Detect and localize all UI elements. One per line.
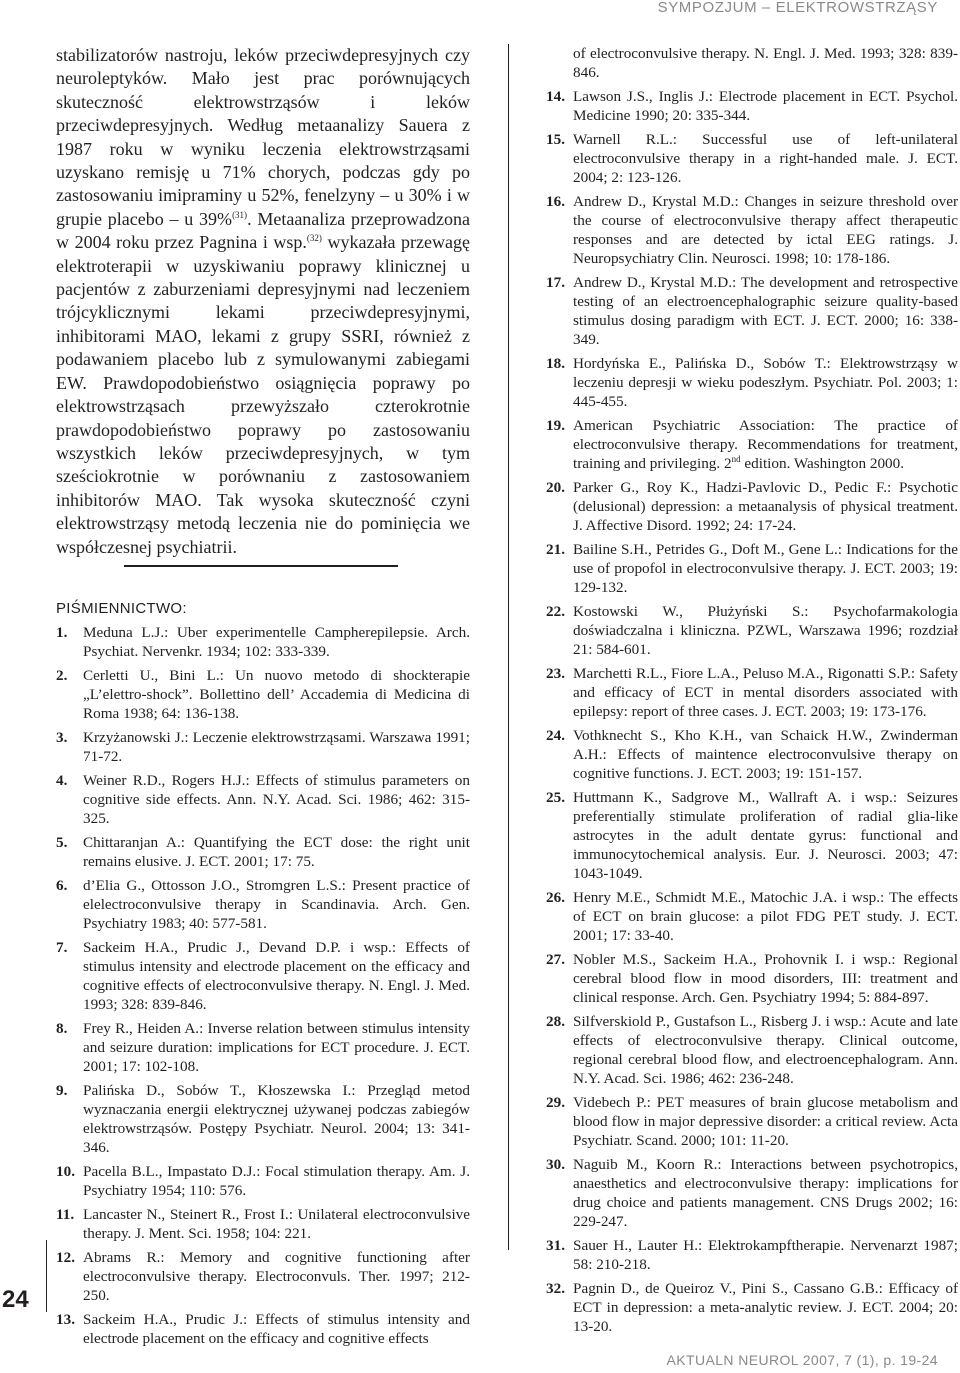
reference-item xyxy=(56,728,470,766)
reference-item xyxy=(546,416,958,473)
ordinal-superscript: nd xyxy=(731,453,741,464)
reference-number: 14. xyxy=(546,88,565,105)
reference-text: d’Elia G., Ottosson J.O., Stromgren L.S.: Present practice of elelectroconvulsive therapy in Scandinavia. Arch. Gen. Psychiatry 1983; 40: 577-581. xyxy=(83,877,470,932)
reference-item xyxy=(546,1012,958,1088)
reference-item xyxy=(546,1236,958,1274)
column-divider xyxy=(508,44,509,1250)
reference-text: Palińska D., Sobów T., Kłoszewska I.: Przegląd metod wyznaczania energii elektrycznej używanej podczas zabiegów elektrowstrząsów. Postępy Psychiatr. Neurol. 2004; 13: 341-346. xyxy=(83,1082,470,1156)
reference-text: of electroconvulsive therapy. N. Engl. J. Med. 1993; 328: 839-846. xyxy=(573,45,958,81)
reference-text: American Psychiatric Association: The practice of electroconvulsive therapy. Recommendations for treatment, training and privileging. 2 xyxy=(573,417,958,472)
reference-number: 1. xyxy=(56,624,68,641)
references-right-column xyxy=(546,44,958,1341)
reference-number: 30. xyxy=(546,1156,565,1173)
reference-item xyxy=(56,666,470,723)
reference-number: 27. xyxy=(546,951,565,968)
reference-item xyxy=(56,1162,470,1200)
reference-number: 28. xyxy=(546,1013,565,1030)
reference-text: Chittaranjan A.: Quantifying the ECT dose: the right unit remains elusive. J. ECT. 2001; 17: 75. xyxy=(83,834,470,870)
reference-text: Kostowski W., Płużyński S.: Psychofarmakologia doświadczalna i kliniczna. PZWL, Warszawa 1996; rozdział 21: 584-601. xyxy=(573,603,958,658)
running-header: SYMPOZJUM – ELEKTROWSTRZĄSY xyxy=(657,0,938,16)
reference-number: 3. xyxy=(56,729,68,746)
reference-number: 7. xyxy=(56,939,68,956)
reference-text: Warnell R.L.: Successful use of left-unilateral electroconvulsive therapy in a right-handed male. J. ECT. 2004; 2: 123-126. xyxy=(573,131,958,186)
reference-number: 23. xyxy=(546,665,565,682)
reference-number: 20. xyxy=(546,479,565,496)
reference-text: Lawson J.S., Inglis J.: Electrode placement in ECT. Psychol. Medicine 1990; 20: 335-344. xyxy=(573,88,958,124)
reference-text: Marchetti R.L., Fiore L.A., Peluso M.A., Rigonatti S.P.: Safety and efficacy of ECT in mental disorders associated with epilepsy: report of three cases. J. ECT. 2003; 19: 173-176. xyxy=(573,665,958,720)
reference-item xyxy=(546,1155,958,1231)
body-text-part1: stabilizatorów nastroju, leków przeciwdepresyjnych czy neuroleptyków. Mało jest prac porównujących skuteczność elektrowstrząsów i leków przeciwdepresyjnych. Według metaanalizy Sauera z 1987 roku w wyniku leczenia elektrowstrząsami uzyskano remisję u 71% chorych, podczas gdy po zastosowaniu imipraminy u 52%, fenelzyny – u 30% i w grupie placebo – u 39% xyxy=(56,45,470,229)
journal-citation-footer: AKTUALN NEUROL 2007, 7 (1), p. 19-24 xyxy=(666,1352,938,1368)
reference-text: Meduna L.J.: Uber experimentelle Campherepilepsie. Arch. Psychiat. Nervenkr. 1934; 102: 333-339. xyxy=(83,624,470,660)
reference-item xyxy=(546,664,958,721)
reference-item xyxy=(56,771,470,828)
reference-text: Videbech P.: PET measures of brain glucose metabolism and blood flow in major depressive disorder: a critical review. Acta Psychiatr. Scand. 2000; 101: 11-20. xyxy=(573,1094,958,1149)
reference-item xyxy=(56,1081,470,1157)
reference-number: 4. xyxy=(56,772,68,789)
reference-number: 22. xyxy=(546,603,565,620)
reference-text: Silfverskiold P., Gustafson L., Risberg J. i wsp.: Acute and late effects of electroconvulsive therapy. Clinical outcome, regional cerebral blood flow, and electroencephalogram. Ann. N.Y. Acad. Sci. 1986; 462: 236-248. xyxy=(573,1013,958,1087)
reference-number: 5. xyxy=(56,834,68,851)
reference-text: Nobler M.S., Sackeim H.A., Prohovnik I. i wsp.: Regional cerebral blood flow in mood disorders, III: treatment and clinical response. Arch. Gen. Psychiatry 1994; 5: 884-897. xyxy=(573,951,958,1006)
reference-number: 17. xyxy=(546,274,565,291)
reference-number: 9. xyxy=(56,1082,68,1099)
body-text-part3: wykazała przewagę elektroterapii w uzyskiwaniu poprawy klinicznej u pacjentów z zaburzeniami depresyjnymi nad leczeniem trójcyklicznymi lekami przeciwdepresyjnymi, inhibitorami MAO, lekami z grupy SSRI, również z podawaniem placebo lub z symulowanymi zabiegami EW. Prawdopodobieństwo osiągnięcia poprawy po elektrowstrząsach przewyższało czterokrotnie prawdopodobieństwo poprawy po zastosowaniu wszystkich leków przeciwdepresyjnych, w tym sześciokrotnie w porównaniu z zastosowaniem inhibitorów MAO. Tak wysoka skuteczność czyni elektrowstrząsy metodą leczenia nie do pominięcia we współczesnej psychiatrii. xyxy=(56,232,470,557)
references-title: PIŚMIENNICTWO: xyxy=(56,600,187,617)
reference-item xyxy=(546,273,958,349)
reference-text: Andrew D., Krystal M.D.: The development and retrospective testing of an electroencephalographic seizure quality-based stimulus dosing paradigm with ECT. J. ECT. 2000; 16: 338-349. xyxy=(573,274,958,348)
reference-number: 18. xyxy=(546,355,565,372)
citation-32: (32) xyxy=(306,233,322,244)
reference-text: edition. Washington 2000. xyxy=(740,455,905,472)
reference-text: Andrew D., Krystal M.D.: Changes in seizure threshold over the course of electroconvulsive therapy affect therapeutic responses and are detected by ictal EEG ratings. J. Neuropsychiatry Clin. Neurosci. 1998; 10: 178-186. xyxy=(573,193,958,267)
reference-text: Sackeim H.A., Prudic J., Devand D.P. i wsp.: Effects of stimulus intensity and electrode placement on the efficacy and cognitive effects of electroconvulsive therapy. N. Engl. J. Med. 1993; 328: 839-846. xyxy=(83,939,470,1013)
reference-number: 10. xyxy=(56,1163,75,1180)
reference-number: 29. xyxy=(546,1094,565,1111)
reference-item xyxy=(546,354,958,411)
reference-number: 8. xyxy=(56,1020,68,1037)
reference-number: 21. xyxy=(546,541,565,558)
reference-item xyxy=(546,888,958,945)
reference-number: 26. xyxy=(546,889,565,906)
reference-item xyxy=(546,478,958,535)
section-divider xyxy=(124,565,398,567)
body-column xyxy=(56,44,470,559)
reference-text: Sauer H., Lauter H.: Elektrokampftherapie. Nervenarzt 1987; 58: 210-218. xyxy=(573,1237,958,1273)
reference-text: Huttmann K., Sadgrove M., Wallraft A. i wsp.: Seizures preferentially stimulate proliferation of radial glia-like astrocytes in the adult dentate gyrus: functional and immunocytochemical analysis. Eur. J. Neurosci. 2003; 47: 1043-1049. xyxy=(573,789,958,882)
references-list-left xyxy=(56,623,470,1348)
reference-text: Vothknecht S., Kho K.H., van Schaick H.W., Zwinderman A.H.: Effects of maintence electroconvulsive therapy on cognitive functions. J. ECT. 2003; 19: 151-157. xyxy=(573,727,958,782)
reference-text: Henry M.E., Schmidt M.E., Matochic J.A. i wsp.: The effects of ECT on brain glucose: a pilot FDG PET study. J. ECT. 2001; 17: 33-40. xyxy=(573,889,958,944)
references-list-right xyxy=(546,44,958,1336)
reference-text: Weiner R.D., Rogers H.J.: Effects of stimulus parameters on cognitive side effects. Ann. N.Y. Acad. Sci. 1986; 462: 315-325. xyxy=(83,772,470,827)
reference-item xyxy=(546,1279,958,1336)
reference-text: Bailine S.H., Petrides G., Doft M., Gene L.: Indications for the use of propofol in electroconvulsive therapy. J. ECT. 2003; 19: 129-132. xyxy=(573,541,958,596)
citation-31: (31) xyxy=(232,209,248,220)
reference-number: 19. xyxy=(546,417,565,434)
reference-item xyxy=(546,726,958,783)
reference-number: 31. xyxy=(546,1237,565,1254)
reference-text: Parker G., Roy K., Hadzi-Pavlovic D., Pedic F.: Psychotic (delusional) depression: a metaanalysis of physical treatment. J. Affective Disord. 1992; 24: 17-24. xyxy=(573,479,958,534)
reference-number: 13. xyxy=(56,1311,75,1328)
page-number: 24 xyxy=(2,1286,29,1313)
body-text-part2: . Metaanaliza przeprowadzona w 2004 roku przez Pagnina i wsp. xyxy=(56,208,470,253)
reference-item xyxy=(56,1248,470,1305)
reference-item xyxy=(546,540,958,597)
reference-text: Abrams R.: Memory and cognitive functioning after electroconvulsive therapy. Electroconvuls. Ther. 1997; 212-250. xyxy=(83,1249,470,1304)
references-left-column xyxy=(56,623,470,1353)
reference-text: Frey R., Heiden A.: Inverse relation between stimulus intensity and seizure duration: implications for ECT procedure. J. ECT. 2001; 17: 102-108. xyxy=(83,1020,470,1075)
reference-item xyxy=(546,87,958,125)
reference-text: Naguib M., Koorn R.: Interactions between psychotropics, anaesthetics and electroconvulsive therapy: implications for drug choice and patients management. CNS Drugs 2002; 16: 229-247. xyxy=(573,1156,958,1230)
reference-item xyxy=(546,192,958,268)
reference-text: Lancaster N., Steinert R., Frost I.: Unilateral electroconvulsive therapy. J. Ment. Sci. 1958; 104: 221. xyxy=(83,1206,470,1242)
reference-item xyxy=(56,1310,470,1348)
reference-number: 32. xyxy=(546,1280,565,1297)
reference-text: Krzyżanowski J.: Leczenie elektrowstrząsami. Warszawa 1991; 71-72. xyxy=(83,729,470,765)
reference-item xyxy=(56,1205,470,1243)
reference-item xyxy=(56,1019,470,1076)
reference-item xyxy=(56,623,470,661)
reference-text: Hordyńska E., Palińska D., Sobów T.: Elektrowstrząsy w leczeniu depresji w wieku podeszłym. Psychiatr. Pol. 2003; 1: 445-455. xyxy=(573,355,958,410)
reference-item xyxy=(56,938,470,1014)
reference-number: 2. xyxy=(56,667,68,684)
reference-number: 16. xyxy=(546,193,565,210)
reference-item xyxy=(546,1093,958,1150)
reference-item xyxy=(56,833,470,871)
body-paragraph xyxy=(56,44,470,559)
reference-item xyxy=(546,130,958,187)
reference-number: 11. xyxy=(56,1206,75,1223)
reference-item xyxy=(56,876,470,933)
reference-item xyxy=(546,788,958,883)
reference-item xyxy=(546,602,958,659)
reference-continuation xyxy=(546,44,958,82)
reference-text: Pagnin D., de Queiroz V., Pini S., Cassano G.B.: Efficacy of ECT in depression: a meta-analytic review. J. ECT. 2004; 20: 13-20. xyxy=(573,1280,958,1335)
reference-item xyxy=(546,950,958,1007)
reference-number: 12. xyxy=(56,1249,75,1266)
reference-number: 25. xyxy=(546,789,565,806)
reference-number: 6. xyxy=(56,877,68,894)
reference-text: Pacella B.L., Impastato D.J.: Focal stimulation therapy. Am. J. Psychiatry 1954; 110: 576. xyxy=(83,1163,470,1199)
page-number-rule xyxy=(46,1240,47,1312)
reference-text: Cerletti U., Bini L.: Un nuovo metodo di shockterapie „L’elettro-shock”. Bollettino dell’ Accademia di Medicina di Roma 1938; 64: 136-138. xyxy=(83,667,470,722)
reference-number: 15. xyxy=(546,131,565,148)
reference-number: 24. xyxy=(546,727,565,744)
reference-text: Sackeim H.A., Prudic J.: Effects of stimulus intensity and electrode placement on the efficacy and cognitive effects xyxy=(83,1311,470,1347)
